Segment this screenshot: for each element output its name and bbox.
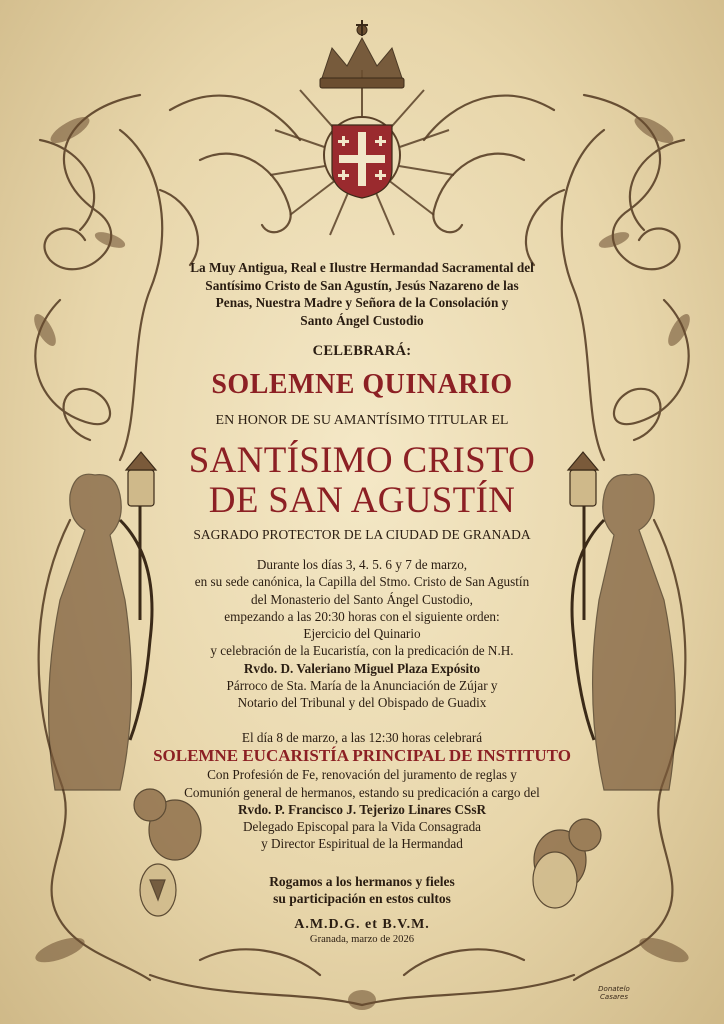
closing-line: Rogamos a los hermanos y fieles bbox=[269, 874, 455, 889]
titular-line: SANTÍSIMO CRISTO bbox=[188, 440, 536, 481]
brotherhood-name bbox=[150, 259, 574, 329]
instituto-preacher-role: y Director Espiritual de la Hermandad bbox=[261, 836, 463, 852]
quinario-line: en su sede canónica, la Capilla del Stmo. Cristo de San Agustín bbox=[194, 574, 530, 590]
quinario-preacher-role: Notario del Tribunal y del Obispado de Guadix bbox=[237, 695, 487, 711]
quinario-line: Durante los días 3, 4. 5. 6 y 7 de marzo, bbox=[256, 557, 468, 572]
quinario-preacher: Rvdo. D. Valeriano Miguel Plaza Expósito bbox=[243, 660, 481, 676]
closing-invitation bbox=[150, 873, 574, 908]
motto: A.M.D.G. et B.V.M. bbox=[294, 917, 430, 932]
instituto-title: SOLEMNE EUCARISTÍA PRINCIPAL DE INSTITUTO bbox=[153, 746, 571, 766]
quinario-line: y celebración de la Eucaristía, con la predicación de N.H. bbox=[210, 643, 514, 659]
org-line: Santísimo Cristo de San Agustín, Jesús Nazareno de las bbox=[205, 277, 519, 293]
instituto-line: Con Profesión de Fe, renovación del juramento de reglas y bbox=[207, 767, 517, 783]
celebrara-heading: CELEBRARÁ: bbox=[312, 343, 412, 359]
honor-line: EN HONOR DE SU AMANTÍSIMO TITULAR EL bbox=[215, 413, 509, 428]
main-title: SOLEMNE QUINARIO bbox=[211, 369, 513, 400]
quinario-line: empezando a las 20:30 horas con el siguiente orden: bbox=[224, 608, 500, 624]
quinario-details bbox=[150, 556, 574, 712]
titular-line: DE SAN AGUSTÍN bbox=[208, 480, 516, 521]
instituto-intro: El día 8 de marzo, a las 12:30 horas celebrará bbox=[241, 730, 483, 745]
place-date: Granada, marzo de 2026 bbox=[309, 934, 415, 945]
crown-icon bbox=[320, 20, 404, 88]
quinario-line: del Monasterio del Santo Ángel Custodio, bbox=[251, 591, 473, 607]
instituto-preacher-role: Delegado Episcopal para la Vida Consagrada bbox=[242, 819, 482, 835]
protector-line: SAGRADO PROTECTOR DE LA CIUDAD DE GRANADA bbox=[193, 527, 531, 542]
jerusalem-cross-shield-icon bbox=[324, 117, 400, 198]
quinario-line: Ejercicio del Quinario bbox=[303, 626, 421, 642]
titular-name bbox=[150, 441, 574, 521]
instituto-preacher: Rvdo. P. Francisco J. Tejerizo Linares CSsR bbox=[238, 801, 486, 817]
org-line: Penas, Nuestra Madre y Señora de la Consolación y bbox=[215, 295, 509, 311]
angel-with-lantern-right bbox=[568, 452, 675, 790]
quinario-preacher-role: Párroco de Sta. María de la Anunciación de Zújar y bbox=[226, 678, 498, 694]
org-line: La Muy Antigua, Real e Ilustre Hermandad Sacramental del bbox=[190, 260, 534, 275]
instituto-line: Comunión general de hermanos, estando su predicación a cargo del bbox=[184, 784, 540, 800]
artist-signature: Donatelo Casares bbox=[598, 985, 630, 1001]
instituto-details bbox=[150, 729, 574, 853]
closing-line: su participación en estos cultos bbox=[273, 891, 451, 907]
angel-with-lantern-left bbox=[49, 452, 156, 790]
org-line: Santo Ángel Custodio bbox=[300, 312, 424, 328]
